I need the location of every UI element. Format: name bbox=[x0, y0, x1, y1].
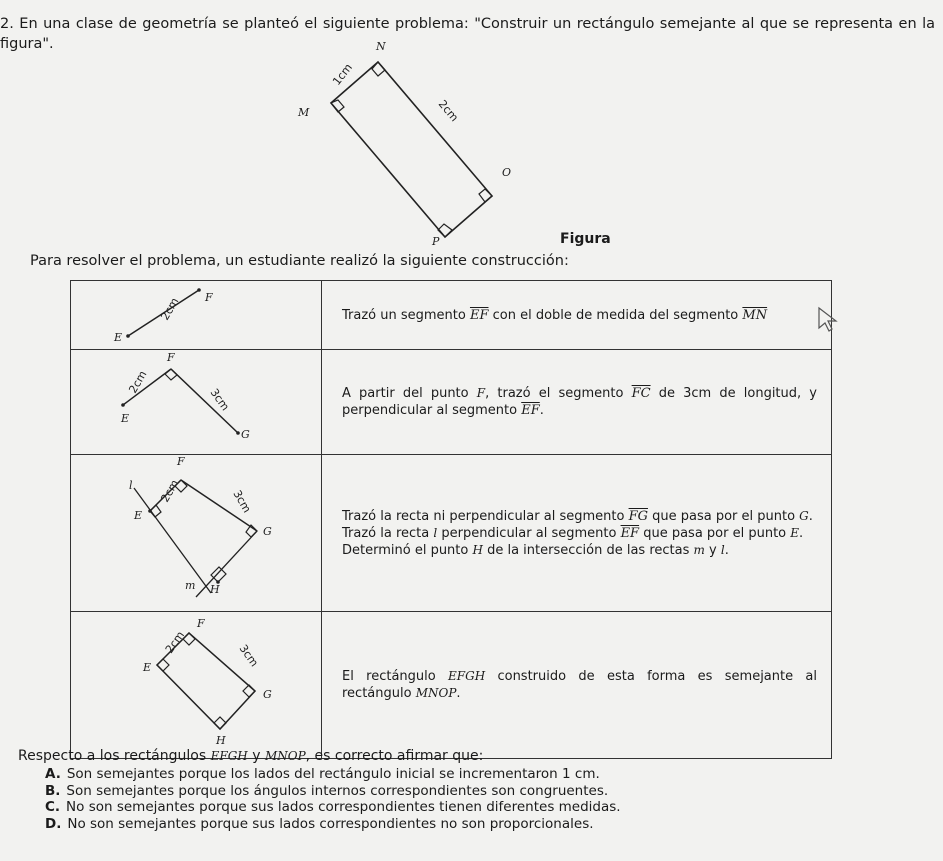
figure-rectangle-mnop bbox=[280, 40, 540, 245]
step-1-figure bbox=[71, 281, 321, 345]
step-2-text: A partir del punto F, trazó el segmento $\overline{FC}$ de 3cm de longitud, y perpendicular al segmento $\overline{EF}$. bbox=[322, 350, 832, 455]
segment-fg-dim: 3cm bbox=[207, 386, 232, 414]
point-e-label: E bbox=[114, 331, 123, 344]
step-3-line-3: Determinó el punto H de la intersección de las rectas m y l. bbox=[342, 542, 729, 558]
line-m bbox=[196, 531, 257, 597]
point-e bbox=[121, 403, 125, 407]
vertex-n-label: N bbox=[376, 40, 386, 53]
option-d-letter: D. bbox=[45, 815, 62, 832]
point-e-label: E bbox=[143, 661, 152, 674]
cursor-icon bbox=[816, 306, 840, 332]
option-b-letter: B. bbox=[45, 782, 61, 799]
problem-number: 2. bbox=[0, 16, 14, 32]
point-h-label: H bbox=[210, 583, 220, 596]
right-angle-mark-e bbox=[157, 659, 169, 671]
point-g-label: G bbox=[241, 428, 250, 441]
step-3-figure bbox=[71, 455, 321, 607]
figure-caption: Figura bbox=[560, 231, 611, 247]
vertex-o-label: O bbox=[502, 166, 512, 179]
option-a[interactable] bbox=[45, 766, 621, 783]
side-mn-label: 1cm bbox=[330, 61, 355, 88]
problem-text: En una clase de geometría se planteó el siguiente problema: "Construir un rectángulo semejante al que se representa en la figura". bbox=[0, 16, 935, 52]
step-row-4 bbox=[71, 612, 832, 759]
step-1-text: Trazó un segmento $\overline{EF}$ con el doble de medida del segmento $\overline{MN}$ bbox=[322, 281, 832, 350]
segment-fg-dim: 3cm bbox=[230, 488, 254, 516]
step-row-3 bbox=[71, 455, 832, 612]
construction-intro: Para resolver el problema, un estudiante realizó la siguiente construcción: bbox=[30, 253, 569, 269]
point-g bbox=[236, 431, 240, 435]
step-row-1 bbox=[71, 281, 832, 350]
vertex-p-label: P bbox=[432, 235, 440, 245]
point-e bbox=[148, 509, 152, 513]
construction-table bbox=[70, 280, 832, 759]
point-f-label: F bbox=[205, 291, 213, 304]
segment-ef-dim: 2cm bbox=[162, 628, 188, 656]
point-g-label: G bbox=[263, 688, 272, 701]
vertex-m-label: M bbox=[298, 106, 310, 119]
right-angle-mark-f bbox=[165, 369, 177, 380]
option-c[interactable] bbox=[45, 799, 621, 816]
point-f-label: F bbox=[167, 351, 175, 364]
segment-ef-dim: 2cm bbox=[158, 477, 182, 505]
step-row-2 bbox=[71, 350, 832, 455]
step-3-line-1: Trazó la recta ni perpendicular al segmento $\overline{FG}$ que pasa por el punto G. bbox=[342, 508, 813, 524]
option-d-text: No son semejantes porque sus lados correspondientes no son proporcionales. bbox=[67, 815, 594, 832]
step-2-figure bbox=[71, 350, 321, 450]
point-e-label: E bbox=[134, 509, 143, 522]
option-b[interactable] bbox=[45, 783, 621, 800]
step-4-figure-cell bbox=[71, 612, 322, 759]
right-angle-mark-h bbox=[214, 717, 226, 729]
side-no-label: 2cm bbox=[435, 97, 461, 125]
rectangle-mnop-outline bbox=[331, 62, 492, 237]
step-3-figure-cell bbox=[71, 455, 322, 612]
right-angle-mark-g bbox=[243, 685, 255, 697]
question-text: Respecto a los rectángulos EFGH y MNOP, es correcto afirmar que: bbox=[18, 748, 484, 764]
point-e bbox=[126, 334, 130, 338]
segment-ef-dim: 2cm bbox=[158, 295, 182, 323]
point-h-label: H bbox=[216, 734, 226, 747]
right-angle-mark-h bbox=[211, 567, 226, 582]
line-m-label: m bbox=[185, 579, 196, 592]
point-f bbox=[197, 288, 201, 292]
answer-options bbox=[45, 766, 621, 832]
line-l-label: l bbox=[129, 479, 133, 492]
point-g-label: G bbox=[263, 525, 272, 538]
step-3-line-2: Trazó la recta l perpendicular al segmento $\overline{EF}$ que pasa por el punto E. bbox=[342, 525, 804, 541]
step-4-text: El rectángulo EFGH construido de esta forma es semejante al rectángulo MNOP. bbox=[322, 612, 832, 759]
step-2-figure-cell bbox=[71, 350, 322, 455]
option-c-text: No son semejantes porque sus lados correspondientes tienen diferentes medidas. bbox=[66, 799, 621, 815]
point-e-label: E bbox=[121, 412, 130, 425]
segment-fg-dim: 3cm bbox=[236, 642, 261, 670]
option-c-letter: C. bbox=[45, 799, 61, 815]
option-a-letter: A. bbox=[45, 766, 61, 782]
step-1-figure-cell bbox=[71, 281, 322, 350]
right-angle-mark-o bbox=[479, 189, 492, 202]
segment-ef-dim: 2cm bbox=[126, 368, 150, 396]
option-b-text: Son semejantes porque los ángulos internos correspondientes son congruentes. bbox=[66, 782, 609, 799]
point-f-label: F bbox=[197, 617, 205, 630]
line-l bbox=[134, 488, 211, 593]
option-d[interactable] bbox=[45, 816, 621, 833]
option-a-text: Son semejantes porque los lados del rectángulo inicial se incrementaron 1 cm. bbox=[66, 766, 600, 782]
point-f-label: F bbox=[177, 455, 185, 468]
step-3-text bbox=[322, 455, 832, 612]
step-4-figure bbox=[71, 612, 321, 754]
